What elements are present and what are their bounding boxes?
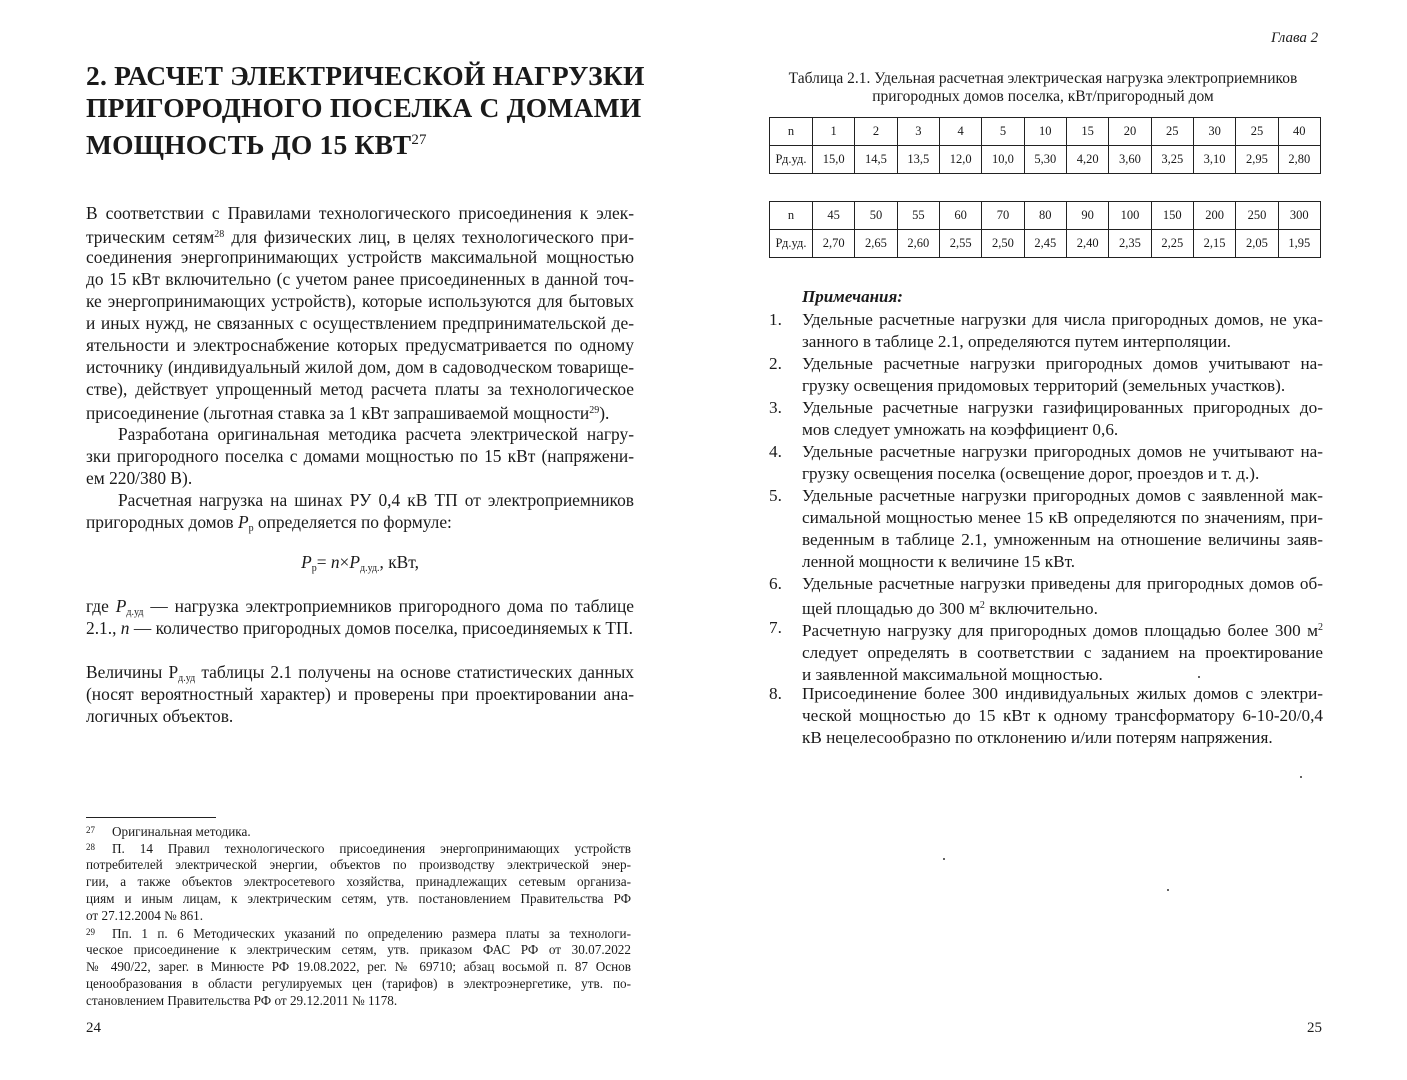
footnote-29-line: № 490/22, зарег. в Минюсте РФ 19.08.2022, рег. № 69710; абзац восьмой п. 87 Основ: [86, 959, 631, 974]
table-cell: 40: [1278, 118, 1320, 146]
table-cell: 90: [1066, 202, 1108, 230]
table-cell: 25: [1236, 118, 1278, 146]
table-cell: 2,65: [855, 230, 897, 258]
table-cell: 25: [1151, 118, 1193, 146]
para1-line: В соответствии с Правилами технологического присоединения к элек-: [86, 203, 634, 223]
running-head: Глава 2: [1271, 30, 1319, 46]
table-cell: 2,60: [897, 230, 939, 258]
table-cell: 3: [897, 118, 939, 146]
table-cell: 70: [982, 202, 1024, 230]
notes-heading: Примечания:: [802, 287, 903, 306]
footnote-ref-28: 28: [214, 229, 225, 240]
para5-line: Величины $Р_{д.уд}$ таблицы 2.1 получены на основе статистических данных: [86, 662, 635, 684]
table-cell: 10: [1024, 118, 1066, 146]
para1-line: ке энергопринимающих устройств), которые используются для бытовых: [86, 291, 634, 311]
table-cell: 2,40: [1066, 230, 1108, 258]
footnote-27: 27 Оригинальная методика.: [86, 824, 251, 839]
para1-line: ятельности и электроснабжение которых предусматривается по одному: [86, 335, 634, 355]
table-cell: 3,10: [1193, 146, 1235, 174]
table-cell: 2,55: [939, 230, 981, 258]
formula: $P_р= n\times P_{д.уд.}$, кВт,: [301, 552, 419, 574]
title-footnote-ref: 27: [411, 132, 427, 148]
table-cell: 200: [1193, 202, 1235, 230]
right-page: [703, 0, 1407, 1080]
table-cell: 3,60: [1109, 146, 1151, 174]
para1-line: и иных нужд, не связанных с осуществлением предпринимательской де-: [86, 313, 634, 333]
table-caption: пригородных домов поселка, кВт/пригородный дом: [872, 88, 1214, 105]
table-cell: 13,5: [897, 146, 939, 174]
note-item: 1. Удельные расчетные нагрузки для числа пригородных домов, не ука- занного в таблице 2.1, определяются путем интерполяции.: [769, 310, 1323, 351]
para1-line: трическим сетям$^{28}$ для физических лиц, в целях технологического при-: [86, 227, 634, 247]
para3-line: Расчетная нагрузка на шинах РУ 0,4 кВ ТП от электроприемников: [118, 490, 634, 510]
table-cell: 1: [813, 118, 855, 146]
page-number-left: 24: [86, 1020, 101, 1036]
para2-line: зки пригородного поселка с домами мощностью по 15 кВт (напряжени-: [86, 446, 634, 466]
scan-speck: [943, 858, 945, 860]
table-row: [770, 146, 1321, 174]
note-item: 7. Расчетную нагрузку для пригородных домов площадью более 300 $м^2$ следует определять в соответствии с заданием на проектирование и заявленной максимальной мощностью.: [769, 618, 1323, 684]
footnote-divider: [86, 817, 216, 818]
table-cell: 1,95: [1278, 230, 1320, 258]
load-table-2: [769, 201, 1321, 258]
load-table-1: [769, 117, 1321, 174]
chapter-title: [86, 60, 646, 161]
scan-speck: [1167, 889, 1169, 891]
table-cell: 300: [1278, 202, 1320, 230]
footnote-29-line: ценообразования в области регулируемых цен (тарифов) в электроэнергетике, утв. по-: [86, 976, 631, 991]
table-cell: 15,0: [813, 146, 855, 174]
para5-line: (носят вероятностный характер) и проверены при проектировании ана-: [86, 684, 634, 704]
table-cell: 2,45: [1024, 230, 1066, 258]
table-caption: Таблица 2.1. Удельная расчетная электрическая нагрузка электроприемников: [788, 70, 1298, 87]
note-item: 5. Удельные расчетные нагрузки пригородных домов с заявленной мак- симальной мощностью менее 15 кВ определяются по значениям, при- веденным в таблице 2.1, умноженным на отношение величины заяв- ленной мощности к величине 15 кВт.: [769, 486, 1323, 571]
table-cell: 15: [1066, 118, 1108, 146]
table-cell: 2,50: [982, 230, 1024, 258]
table-cell: Рд.уд.: [770, 230, 813, 258]
table-cell: Рд.уд.: [770, 146, 813, 174]
para3-line: пригородных домов $P_р$ определяется по формуле:: [86, 512, 452, 534]
title-line-3: МОЩНОСТЬ ДО 15 КВТ: [86, 129, 412, 160]
table-cell: n: [770, 118, 813, 146]
table-cell: 2,05: [1236, 230, 1278, 258]
table-cell: 4: [939, 118, 981, 146]
footnote-ref-29: 29: [589, 405, 600, 416]
table-cell: 4,20: [1066, 146, 1108, 174]
table-cell: 30: [1193, 118, 1235, 146]
table-cell: 3,25: [1151, 146, 1193, 174]
table-cell: 60: [939, 202, 981, 230]
para1-line: стве), действует упрощенный метод расчета платы за технологическое: [86, 379, 634, 399]
para1-line: до 15 кВт включительно (с учетом ранее присоединенных в данной точ-: [86, 269, 634, 289]
note-item: 6. Удельные расчетные нагрузки приведены для пригородных домов об- щей площадью до 300 $м^2$ включительно.: [769, 574, 1323, 618]
table-cell: 12,0: [939, 146, 981, 174]
footnote-28-line: гии, а также объектов электросетевого хозяйства, принадлежащих сетевым организа-: [86, 874, 631, 889]
footnote-28-line: от 27.12.2004 № 861.: [86, 908, 204, 923]
table-cell: 250: [1236, 202, 1278, 230]
table-cell: 2,15: [1193, 230, 1235, 258]
table-cell: 5,30: [1024, 146, 1066, 174]
footnote-28-line: потребителей электрической энергии, объектов по производству электрической энер-: [86, 857, 631, 872]
table-cell: 45: [813, 202, 855, 230]
table-cell: 2,80: [1278, 146, 1320, 174]
table-cell: 2,95: [1236, 146, 1278, 174]
para5-line: логичных объектов.: [86, 706, 234, 726]
page-number-right: 25: [1307, 1020, 1322, 1036]
para1-line: присоединение (льготная ставка за 1 кВт запрашиваемой мощности$^{29}$).: [86, 403, 610, 423]
note-item: 8. Присоединение более 300 индивидуальных жилых домов с электри- ческой мощностью до 15 кВт к одному трансформатору 6-10-20/0,4 кВ нецелесообразно по отклонению и/или потерям напряжения.: [769, 684, 1323, 747]
table-cell: 2: [855, 118, 897, 146]
scan-speck: [1300, 776, 1302, 778]
footnote-28: 28 П. 14 Правил технологического присоединения энергопринимающих устройств: [86, 841, 631, 856]
table-row: [770, 118, 1321, 146]
note-item: 4. Удельные расчетные нагрузки пригородных домов не учитывают на- грузку освещения поселка (освещение дорог, проездов и т. д.).: [769, 442, 1323, 483]
table-cell: 5: [982, 118, 1024, 146]
para1-line: источнику (индивидуальный жилой дом, дом в садоводческом товарище-: [86, 357, 634, 377]
table-cell: 50: [855, 202, 897, 230]
title-line-2: ПРИГОРОДНОГО ПОСЕЛКА С ДОМАМИ: [86, 92, 642, 123]
note-item: 2. Удельные расчетные нагрузки пригородных домов учитывают на- грузку освещения придомовых территорий (земельных участков).: [769, 354, 1323, 395]
table-row: [770, 230, 1321, 258]
para4-line: где $P_{д.уд}$ — нагрузка электроприемников пригородного дома по таблице: [86, 596, 634, 618]
table-row: [770, 202, 1321, 230]
title-line-1: 2. РАСЧЕТ ЭЛЕКТРИЧЕСКОЙ НАГРУЗКИ: [86, 60, 645, 91]
table-cell: 100: [1109, 202, 1151, 230]
footnote-29: 29 Пп. 1 п. 6 Методических указаний по определению размера платы за технологи-: [86, 926, 631, 941]
para2-line: Разработана оригинальная методика расчета электрической нагру-: [118, 424, 634, 444]
table-cell: 2,25: [1151, 230, 1193, 258]
table-cell: 10,0: [982, 146, 1024, 174]
scan-speck: [1198, 676, 1200, 678]
table-cell: 55: [897, 202, 939, 230]
footnote-28-line: циям и иным лицам, к электрическим сетям, утв. постановлением Правительства РФ: [86, 891, 631, 906]
table-cell: 2,70: [813, 230, 855, 258]
table-cell: 2,35: [1109, 230, 1151, 258]
table-cell: 80: [1024, 202, 1066, 230]
note-item: 3. Удельные расчетные нагрузки газифицированных пригородных до- мов следует умножать на коэффициент 0,6.: [769, 398, 1323, 439]
table-cell: 14,5: [855, 146, 897, 174]
para4-line: 2.1., n — количество пригородных домов поселка, присоединяемых к ТП.: [86, 618, 633, 638]
para1-line: соединения энергопринимающих устройств максимальной мощностью: [86, 247, 634, 267]
table-cell: 20: [1109, 118, 1151, 146]
table-cell: n: [770, 202, 813, 230]
footnote-29-line: становлением Правительства РФ от 29.12.2011 № 1178.: [86, 993, 398, 1008]
left-page: [0, 0, 703, 1080]
para2-line: ем 220/380 В).: [86, 468, 193, 488]
table-cell: 150: [1151, 202, 1193, 230]
footnote-29-line: ческое присоединение к электрическим сетям, утв. приказом ФАС РФ от 30.07.2022: [86, 942, 631, 957]
